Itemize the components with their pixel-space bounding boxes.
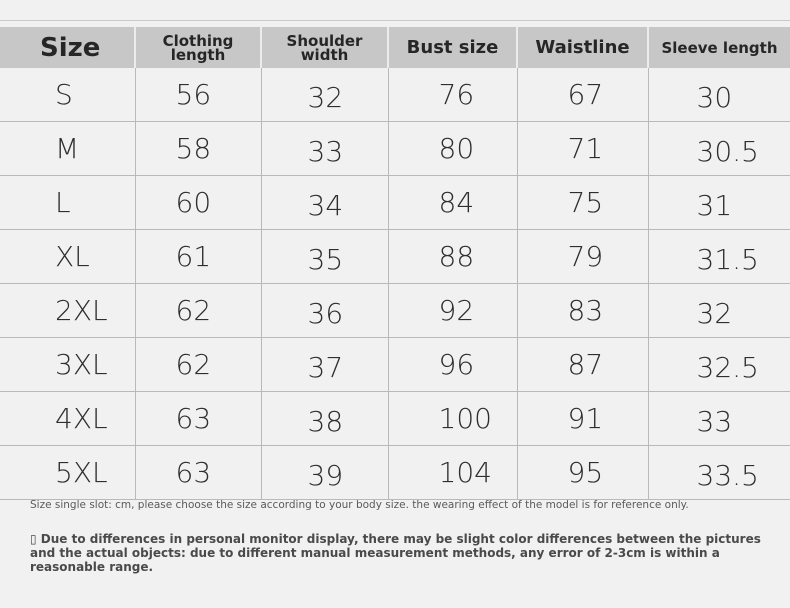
header-size: Size — [0, 27, 135, 68]
table-row — [0, 68, 790, 122]
cell-clothing-length: 63 — [135, 392, 261, 446]
cell-shoulder-width: 37 — [261, 338, 388, 392]
cell-bust-size: 80 — [388, 122, 517, 176]
header-bust-size: Bust size — [388, 27, 517, 68]
cell-waistline: 91 — [517, 392, 648, 446]
header-shoulder-width: Shoulder width — [261, 27, 388, 68]
cell-sleeve-length: 31.5 — [648, 230, 790, 284]
table-header-row — [0, 27, 790, 68]
size-chart-table — [0, 27, 790, 500]
header-waistline: Waistline — [517, 27, 648, 68]
cell-size: L — [0, 176, 135, 230]
cell-shoulder-width: 34 — [261, 176, 388, 230]
header-sleeve-length: Sleeve length — [648, 27, 790, 68]
cell-shoulder-width: 33 — [261, 122, 388, 176]
cell-bust-size: 96 — [388, 338, 517, 392]
cell-size: 5XL — [0, 446, 135, 500]
cell-size: XL — [0, 230, 135, 284]
table-row — [0, 446, 790, 500]
cell-clothing-length: 60 — [135, 176, 261, 230]
cell-sleeve-length: 32 — [648, 284, 790, 338]
table-row — [0, 284, 790, 338]
cell-bust-size: 88 — [388, 230, 517, 284]
cell-bust-size: 104 — [388, 446, 517, 500]
top-divider — [0, 20, 790, 21]
cell-sleeve-length: 30.5 — [648, 122, 790, 176]
cell-shoulder-width: 32 — [261, 68, 388, 122]
cell-clothing-length: 56 — [135, 68, 261, 122]
cell-size: 4XL — [0, 392, 135, 446]
table-row — [0, 338, 790, 392]
cell-clothing-length: 58 — [135, 122, 261, 176]
cell-waistline: 71 — [517, 122, 648, 176]
table-row — [0, 122, 790, 176]
cell-size: 3XL — [0, 338, 135, 392]
disclaimer-note: ▯ Due to differences in personal monitor display, there may be slight color differences between the pictures and the actual objects: due to different manual measurement methods, any error of 2-3cm is within a reasonable range. — [30, 532, 761, 574]
cell-shoulder-width: 36 — [261, 284, 388, 338]
cell-sleeve-length: 31 — [648, 176, 790, 230]
cell-sleeve-length: 33.5 — [648, 446, 790, 500]
cell-sleeve-length: 30 — [648, 68, 790, 122]
cell-size: M — [0, 122, 135, 176]
table-row — [0, 392, 790, 446]
size-note: Size single slot: cm, please choose the size according to your body size. the wearing effect of the model is for reference only. — [30, 499, 689, 511]
cell-waistline: 67 — [517, 68, 648, 122]
cell-bust-size: 76 — [388, 68, 517, 122]
cell-shoulder-width: 38 — [261, 392, 388, 446]
cell-shoulder-width: 35 — [261, 230, 388, 284]
cell-waistline: 79 — [517, 230, 648, 284]
cell-sleeve-length: 33 — [648, 392, 790, 446]
cell-sleeve-length: 32.5 — [648, 338, 790, 392]
cell-shoulder-width: 39 — [261, 446, 388, 500]
cell-clothing-length: 62 — [135, 338, 261, 392]
cell-waistline: 87 — [517, 338, 648, 392]
table-row — [0, 230, 790, 284]
cell-waistline: 83 — [517, 284, 648, 338]
cell-waistline: 95 — [517, 446, 648, 500]
cell-waistline: 75 — [517, 176, 648, 230]
cell-bust-size: 92 — [388, 284, 517, 338]
cell-clothing-length: 62 — [135, 284, 261, 338]
cell-clothing-length: 63 — [135, 446, 261, 500]
cell-clothing-length: 61 — [135, 230, 261, 284]
table-row — [0, 176, 790, 230]
cell-bust-size: 100 — [388, 392, 517, 446]
cell-bust-size: 84 — [388, 176, 517, 230]
cell-size: 2XL — [0, 284, 135, 338]
header-clothing-length: Clothing length — [135, 27, 261, 68]
cell-size: S — [0, 68, 135, 122]
